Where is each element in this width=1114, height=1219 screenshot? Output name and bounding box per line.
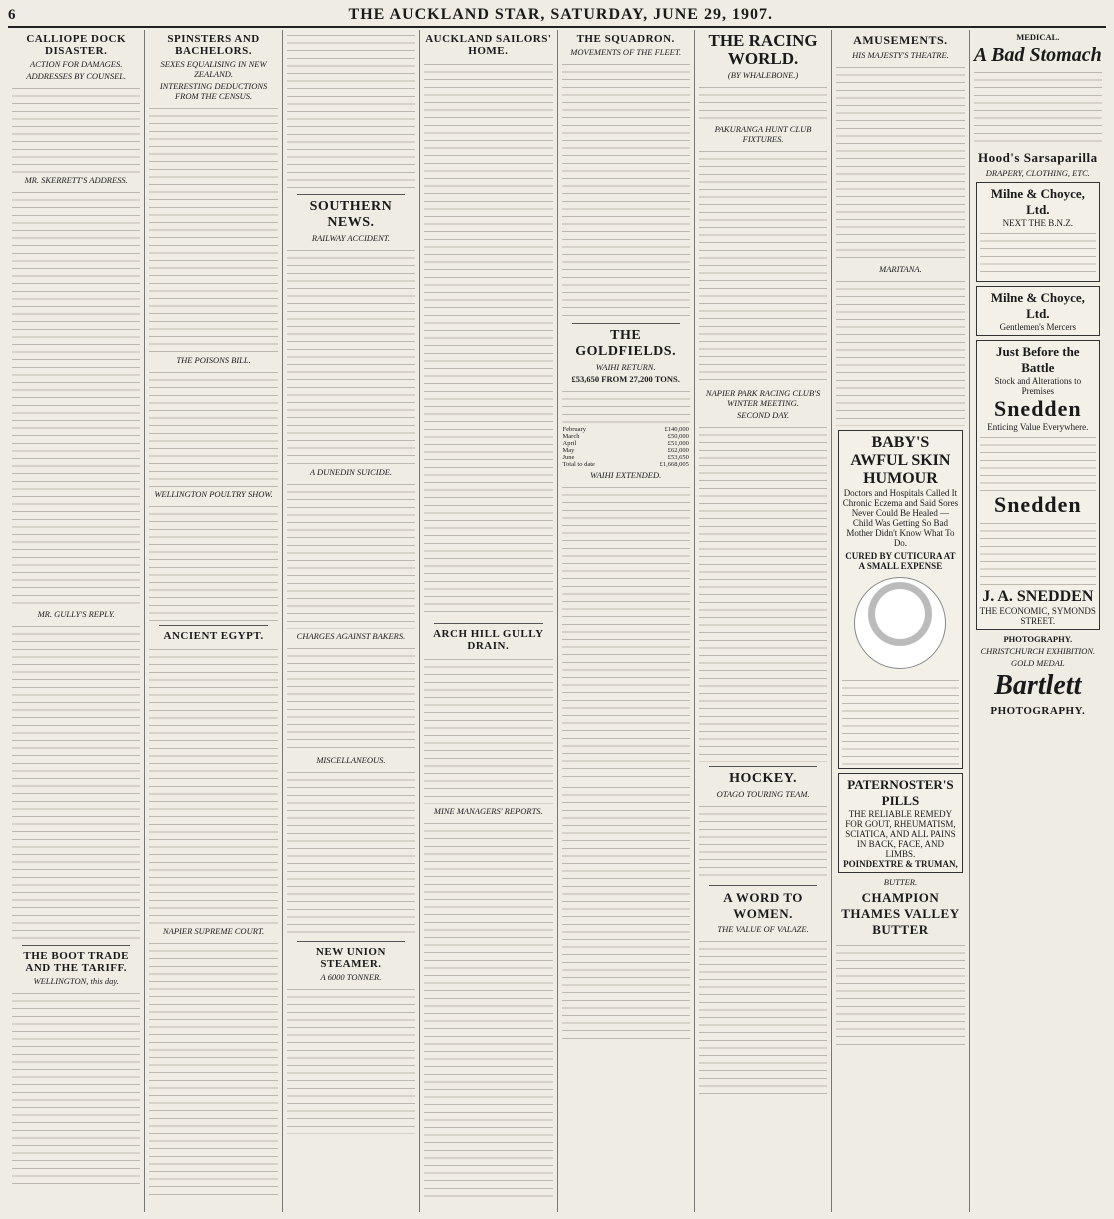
subhead: SEXES EQUALISING IN NEW ZEALAND.: [160, 59, 267, 79]
headline-word-to-women: A WORD TO WOMEN.: [723, 890, 803, 921]
article-body: [836, 276, 964, 426]
table-row: Total to date £1,668,005: [562, 461, 689, 468]
page-number: 6: [8, 6, 16, 23]
subhead: NAPIER SUPREME COURT.: [163, 926, 265, 936]
paternoster-ad: [838, 773, 962, 873]
ad-brand: Snedden: [993, 396, 1082, 421]
subhead: THE VALUE OF VALAZE.: [717, 924, 809, 934]
newspaper-title: THE AUCKLAND STAR, SATURDAY, JUNE 29, 1907.: [348, 6, 773, 23]
page-columns: [8, 30, 1106, 1212]
article-body: [287, 30, 415, 190]
column-7: [832, 30, 969, 1212]
divider: [297, 194, 405, 195]
article-body: [699, 801, 827, 881]
table-row: April £51,000: [562, 440, 689, 447]
snedden-ad: [976, 340, 1100, 630]
article-body: [149, 501, 277, 621]
article-body: [836, 940, 964, 1050]
ad-body: [980, 518, 1096, 588]
ad-subtitle: THE ECONOMIC, SYMONDS STREET.: [979, 606, 1096, 626]
cuticura-ad: [838, 430, 962, 769]
article-body: [562, 482, 690, 782]
subhead: CHARGES AGAINST BAKERS.: [296, 631, 406, 641]
divider: [572, 323, 680, 324]
ad-title: Milne & Choyce, Ltd.: [990, 290, 1085, 321]
subhead: BUTTER.: [883, 877, 918, 887]
subhead: MINE MANAGERS' REPORTS.: [433, 806, 543, 816]
headline-ancient-egypt: ANCIENT EGYPT.: [163, 630, 264, 642]
subhead: MARITANA.: [879, 264, 922, 274]
headline-southern-news: SOUTHERN NEWS.: [309, 199, 393, 230]
ad-tagline: CURED BY CUTICURA AT A SMALL EXPENSE: [845, 551, 956, 571]
divider: [434, 623, 542, 624]
subhead: WAIHI EXTENDED.: [590, 470, 662, 480]
subhead: DRAPERY, CLOTHING, ETC.: [985, 168, 1090, 178]
subhead: ACTION FOR DAMAGES.: [30, 59, 123, 69]
headline-new-union-steamer: NEW UNION STEAMER.: [315, 946, 386, 970]
headline-spinsters: SPINSTERS AND BACHELORS.: [167, 33, 260, 57]
butter-ad-title: CHAMPION THAMES VALLEY BUTTER: [841, 890, 960, 937]
stat-line: £53,650 FROM 27,200 TONS.: [571, 374, 680, 384]
article-body: [12, 83, 140, 173]
article-body: [699, 422, 827, 762]
article-body: [149, 367, 277, 487]
article-body: [424, 654, 552, 804]
subhead: OTAGO TOURING TEAM.: [716, 789, 810, 799]
divider: [297, 941, 405, 942]
article-body: [699, 936, 827, 1096]
article-body: [562, 59, 690, 319]
ad-body: [980, 432, 1096, 492]
article-body: [424, 59, 552, 619]
byline: (BY WHALEBONE.): [727, 70, 799, 80]
headline-squadron: THE SQUADRON.: [576, 33, 675, 45]
ad-brand: Snedden: [993, 492, 1082, 517]
headline-arch-hill: ARCH HILL GULLY DRAIN.: [433, 628, 544, 652]
article-body: [149, 103, 277, 353]
table-row: May £62,000: [562, 447, 689, 454]
table-row: February £140,000: [562, 426, 689, 433]
column-3: [283, 30, 420, 1212]
subhead: MEDICAL.: [1016, 32, 1060, 42]
subhead: A DUNEDIN SUICIDE.: [309, 467, 393, 477]
ad-body: [974, 67, 1102, 147]
article-body: [562, 782, 690, 1042]
article-body: [12, 988, 140, 1188]
ad-title: BABY'S AWFUL SKIN HUMOUR: [850, 434, 951, 487]
ad-subtitle: NEXT THE B.N.Z.: [1002, 218, 1074, 228]
subhead: MR. SKERRETT'S ADDRESS.: [24, 175, 128, 185]
dateline: WELLINGTON, this day.: [33, 976, 119, 986]
subhead: SECOND DAY.: [737, 410, 790, 420]
subhead: INTERESTING DEDUCTIONS FROM THE CENSUS.: [159, 81, 268, 101]
subhead: WELLINGTON POULTRY SHOW.: [154, 489, 273, 499]
subhead: GOLD MEDAL: [1011, 658, 1065, 668]
article-body: [562, 386, 690, 426]
ad-subtitle: Stock and Alterations to Premises: [994, 376, 1082, 396]
article-body: [287, 245, 415, 465]
article-body: [12, 621, 140, 941]
baby-illustration-icon: [854, 577, 946, 669]
milne-choyce-ad-2: [976, 286, 1100, 336]
divider: [159, 625, 267, 626]
subhead: WAIHI RETURN.: [595, 362, 656, 372]
subhead: RAILWAY ACCIDENT.: [311, 233, 390, 243]
article-body: [836, 62, 964, 262]
article-body: [287, 479, 415, 629]
subhead: HIS MAJESTY'S THEATRE.: [852, 50, 949, 60]
article-body: [287, 984, 415, 1134]
ad-body: [980, 228, 1096, 278]
article-body: [287, 767, 415, 937]
headline-calliope: CALLIOPE DOCK DISASTER.: [26, 33, 127, 57]
article-body: [699, 82, 827, 122]
subhead: PHOTOGRAPHY.: [1003, 634, 1073, 644]
masthead: [8, 4, 1106, 28]
subhead: MR. GULLY'S REPLY.: [37, 609, 115, 619]
divider: [709, 766, 817, 767]
article-body: [149, 938, 277, 1198]
article-body: [699, 146, 827, 386]
article-body: [12, 187, 140, 607]
ad-subtitle: Doctors and Hospitals Called It Chronic Eczema and Said Sores Never Could Be Healed — Child Was Getting So Bad Mother Didn't Know What To Do.: [842, 488, 959, 548]
headline-sailors-home: AUCKLAND SAILORS' HOME.: [425, 33, 552, 57]
hoods-ad-title: Hood's Sarsaparilla: [977, 150, 1098, 165]
ad-brand: POINDEXTRE & TRUMAN,: [843, 859, 958, 869]
table-row: March £50,000: [562, 433, 689, 440]
column-6: [695, 30, 832, 1212]
ad-body: [842, 675, 958, 765]
bartlett-subtitle: PHOTOGRAPHY.: [990, 705, 1086, 717]
ad-title: Milne & Choyce, Ltd.: [990, 186, 1085, 217]
table-row: June £53,650: [562, 454, 689, 461]
returns-table: [562, 426, 690, 468]
column-4: [420, 30, 557, 1212]
column-5: [558, 30, 695, 1212]
ad-subtitle: Gentlemen's Mercers: [999, 322, 1076, 332]
subhead: CHRISTCHURCH EXHIBITION.: [980, 646, 1096, 656]
headline-racing-world: THE RACING WORLD.: [708, 31, 818, 68]
divider: [709, 885, 817, 886]
headline-amusements: AMUSEMENTS.: [853, 33, 948, 47]
subhead: MISCELLANEOUS.: [316, 755, 386, 765]
column-8: [970, 30, 1106, 1212]
subhead: ADDRESSES BY COUNSEL.: [26, 71, 127, 81]
column-2: [145, 30, 282, 1212]
article-body: [287, 643, 415, 753]
subhead: NAPIER PARK RACING CLUB'S WINTER MEETING.: [705, 388, 821, 408]
subhead: MOVEMENTS OF THE FLEET.: [570, 47, 682, 57]
ad-subtitle: THE RELIABLE REMEDY FOR GOUT, RHEUMATISM, SCIATICA, AND ALL PAINS IN BACK, FACE, AND LIMBS.: [845, 809, 956, 859]
subhead: THE POISONS BILL.: [176, 355, 251, 365]
article-body: [149, 644, 277, 924]
ad-brand: J. A. SNEDDEN: [982, 588, 1094, 605]
column-1: [8, 30, 145, 1212]
article-body: [424, 818, 552, 1198]
milne-choyce-ad: [976, 182, 1100, 282]
ad-title: PATERNOSTER'S PILLS: [847, 777, 954, 808]
headline-goldfields: THE GOLDFIELDS.: [575, 328, 677, 359]
headline-boot-trade: THE BOOT TRADE AND THE TARIFF.: [23, 950, 129, 974]
divider: [22, 945, 130, 946]
subhead: PAKURANGA HUNT CLUB FIXTURES.: [714, 124, 812, 144]
bartlett-logo: Bartlett: [994, 670, 1082, 701]
ad-tagline: Enticing Value Everywhere.: [987, 422, 1089, 432]
ad-title: Just Before the Battle: [996, 344, 1080, 375]
headline-hockey: HOCKEY.: [729, 771, 798, 786]
subhead: A 6000 TONNER.: [320, 972, 382, 982]
stomach-ad-title: A Bad Stomach: [973, 44, 1102, 66]
